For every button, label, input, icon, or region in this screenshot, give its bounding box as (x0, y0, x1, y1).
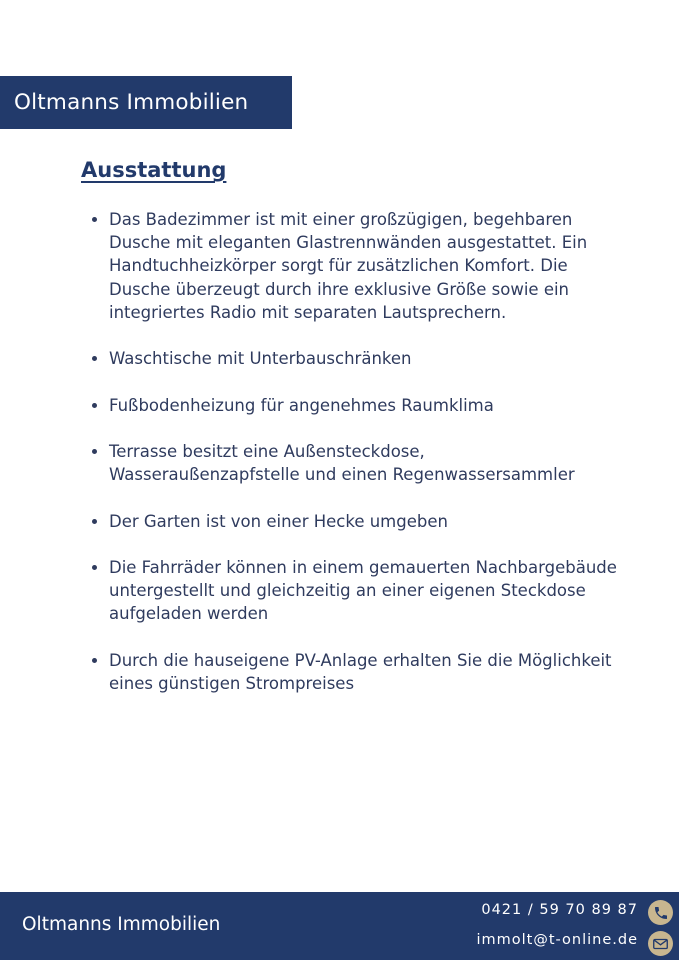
list-item: • Durch die hauseigene PV-Anlage erhalten Sie die Möglichkeit eines günstigen Strompreises (109, 649, 619, 695)
header-title: Oltmanns Immobilien (14, 90, 249, 115)
phone-number[interactable]: 0421 / 59 70 89 87 (481, 902, 638, 918)
list-item: • Die Fahrräder können in einem gemauerten Nachbargebäude untergestellt und gleichzeitig an einer eigenen Steckdose aufgeladen werden (109, 556, 619, 626)
list-item: • Der Garten ist von einer Hecke umgeben (109, 510, 619, 533)
header-banner (0, 76, 292, 129)
list-item: • Terrasse besitzt eine Außensteckdose, Wasseraußenzapfstelle und einen Regenwassersammler (109, 440, 619, 486)
footer-brand: Oltmanns Immobilien (22, 914, 221, 935)
list-item: • Das Badezimmer ist mit einer großzügigen, begehbaren Dusche mit eleganten Glastrennwänden ausgestattet. Ein Handtuchheizkörper sorgt für zusätzlichen Komfort. Die Dusche überzeugt durch ihre exklusive Größe sowie ein integriertes Radio mit separaten Lautsprechern. (109, 208, 619, 324)
footer (0, 892, 679, 960)
phone-icon[interactable] (648, 900, 673, 925)
section-title: Ausstattung (81, 158, 227, 182)
feature-list (88, 208, 619, 718)
envelope-icon[interactable] (648, 931, 673, 956)
list-item: • Fußbodenheizung für angenehmes Raumklima (109, 394, 619, 417)
email-address[interactable]: immolt@t-online.de (476, 932, 638, 948)
list-item: • Waschtische mit Unterbauschränken (109, 347, 619, 370)
